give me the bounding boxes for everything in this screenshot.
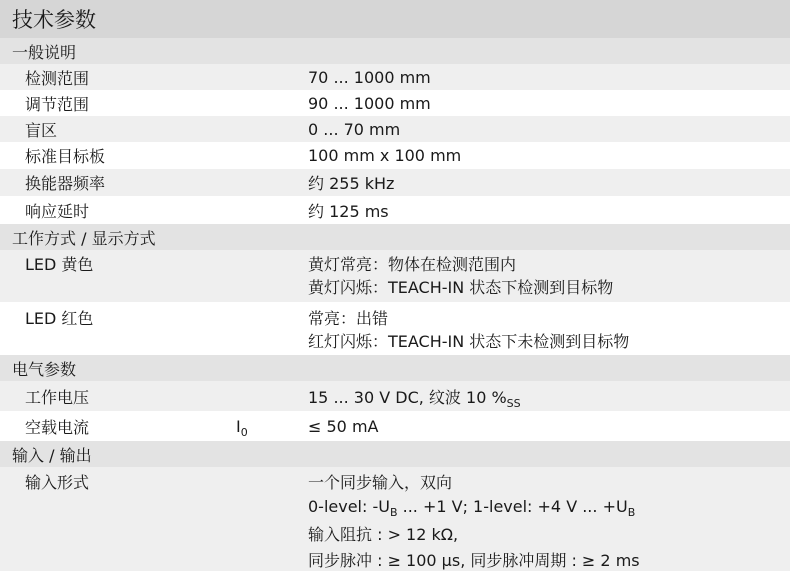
row-label: 检测范围 xyxy=(25,68,90,88)
row-label: 盲区 xyxy=(25,120,58,140)
row-value: 常亮：出错 红灯闪烁：TEACH-IN 状态下未检测到目标物 xyxy=(308,309,630,351)
row-value: 70 ... 1000 mm xyxy=(308,67,431,87)
row-value: 0 ... 70 mm xyxy=(308,119,401,139)
table-row xyxy=(0,467,790,571)
table-row xyxy=(0,411,790,441)
row-value: 约 255 kHz xyxy=(308,174,395,193)
row-value: 100 mm x 100 mm xyxy=(308,146,462,165)
table-row xyxy=(0,196,790,224)
row-value: 90 ... 1000 mm xyxy=(308,93,431,113)
row-label: LED 红色 xyxy=(25,309,94,328)
row-label: 响应延时 xyxy=(25,201,90,221)
row-value: ≤ 50 mA xyxy=(308,416,379,436)
row-label: 空载电流 xyxy=(25,417,90,437)
table-row xyxy=(0,250,790,302)
page-title: 技术参数 xyxy=(0,0,790,38)
row-label: 工作电压 xyxy=(25,387,90,407)
row-value: 一个同步输入，双向 0-level: $-U_B$ ... +1 V; 1-level: +4 V ... $+U_B$ 输入阻抗 : > 12 kΩ, 同步脉冲 : ≥ 100 µs, 同步脉冲周期 : ≥ 2 ms xyxy=(308,473,640,570)
table-row xyxy=(0,116,790,142)
table-row xyxy=(0,302,790,355)
row-label: LED 黄色 xyxy=(25,255,94,274)
row-label: 输入形式 xyxy=(25,473,90,492)
section-electrical-heading: 电气参数 xyxy=(0,355,790,381)
row-value: 黄灯常亮：物体在检测范围内 黄灯闪烁：TEACH-IN 状态下检测到目标物 xyxy=(308,255,614,297)
row-value: 15 ... 30 V DC, 纹波 10 $\%_{SS}$ xyxy=(308,387,521,410)
row-value: 约 125 ms xyxy=(308,201,389,221)
table-row xyxy=(0,90,790,116)
symbol: $I_0$ xyxy=(236,416,248,439)
section-io-heading: 输入 / 输出 xyxy=(0,441,790,467)
section-general-heading: 一般说明 xyxy=(0,38,790,64)
table-row xyxy=(0,64,790,90)
row-label: 调节范围 xyxy=(25,94,90,114)
table-row xyxy=(0,381,790,411)
row-label: 换能器频率 xyxy=(25,174,106,193)
table-row xyxy=(0,169,790,196)
table-row xyxy=(0,142,790,169)
section-mode-heading: 工作方式 / 显示方式 xyxy=(0,224,790,250)
row-label: 标准目标板 xyxy=(25,147,106,166)
